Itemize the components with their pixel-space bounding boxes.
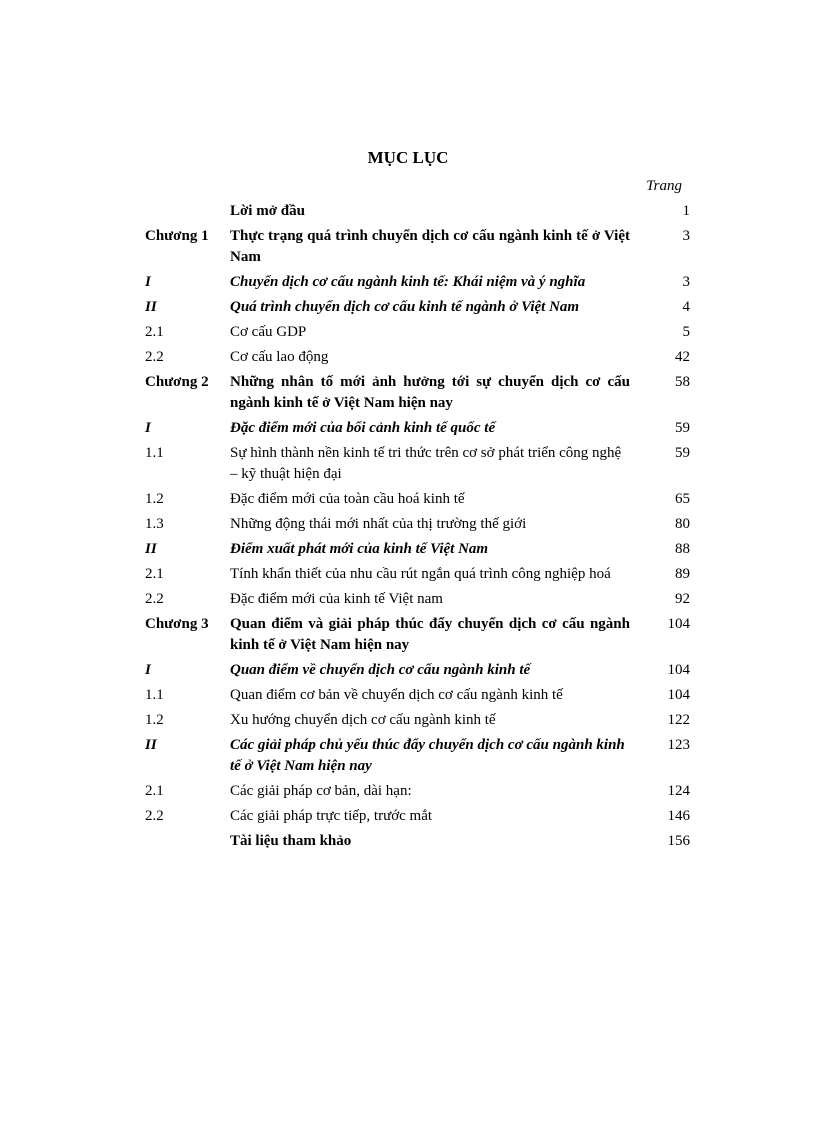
toc-title: Chuyển dịch cơ cấu ngành kinh tế: Khái niệm và ý nghĩa [230, 274, 586, 290]
toc-number: Chương 3 [145, 616, 209, 632]
toc-number: 2.2 [145, 349, 164, 365]
toc-page: 80 [675, 516, 690, 532]
toc-entry [145, 614, 690, 656]
toc-title: Sự hình thành nền kinh tế tri thức trên cơ sở phát triển công nghệ – kỹ thuật hiện đại [230, 445, 622, 482]
toc-entry [145, 685, 690, 706]
toc-title: Đặc điểm mới của toàn cầu hoá kinh tế [230, 491, 465, 507]
toc-number: 1.2 [145, 712, 164, 728]
toc-entry [145, 297, 690, 318]
toc-page: 42 [675, 349, 690, 365]
toc-number: I [145, 420, 151, 436]
toc-entry [145, 201, 690, 222]
toc-number: 2.1 [145, 324, 164, 340]
toc-page: 124 [667, 783, 690, 799]
toc-entry [145, 710, 690, 731]
toc-entry [145, 514, 690, 535]
toc-entry [145, 660, 690, 681]
toc-title: Những động thái mới nhất của thị trường thế giới [230, 516, 527, 532]
toc-page: 1 [682, 203, 690, 219]
toc-title: Lời mở đầu [230, 203, 305, 219]
toc-entry [145, 564, 690, 585]
toc-page: 104 [667, 616, 690, 632]
toc-title: Quan điểm và giải pháp thúc đẩy chuyển dịch cơ cấu ngành kinh tế ở Việt Nam hiện nay [230, 616, 630, 653]
page-column-label: Trang [646, 178, 682, 194]
toc-title: Quan điểm về chuyển dịch cơ cấu ngành kinh tế [230, 662, 531, 678]
toc-title: Điểm xuất phát mới của kinh tế Việt Nam [230, 541, 489, 557]
toc-page: 59 [675, 420, 690, 436]
page-title: MỤC LỤC [367, 148, 449, 167]
toc-entry [145, 589, 690, 610]
toc-title: Quan điểm cơ bản về chuyển dịch cơ cấu ngành kinh tế [230, 687, 563, 703]
toc-page: 3 [682, 274, 690, 290]
toc-number: Chương 1 [145, 228, 209, 244]
toc-entry [145, 539, 690, 560]
toc-number: Chương 2 [145, 374, 209, 390]
toc-title: Tính khẩn thiết của nhu cầu rút ngắn quá trình công nghiệp hoá [230, 566, 611, 582]
toc-page: 59 [675, 445, 690, 461]
toc-entry [145, 347, 690, 368]
toc-title: Đặc điểm mới của bối cảnh kinh tế quốc tế [230, 420, 496, 436]
toc-page: 5 [682, 324, 690, 340]
toc-number: 1.1 [145, 687, 164, 703]
toc-number: I [145, 662, 151, 678]
toc-page: 146 [667, 808, 690, 824]
toc-page: 156 [667, 833, 690, 849]
toc-number: 1.3 [145, 516, 164, 532]
toc-number: II [145, 737, 157, 753]
toc-title: Cơ cấu lao động [230, 349, 329, 365]
toc-entry [145, 443, 690, 485]
toc-number: 2.2 [145, 591, 164, 607]
toc-page: 92 [675, 591, 690, 607]
toc-entry [145, 489, 690, 510]
toc-title: Quá trình chuyển dịch cơ cấu kinh tế ngành ở Việt Nam [230, 299, 580, 315]
toc-title: Xu hướng chuyển dịch cơ cấu ngành kinh tế [230, 712, 496, 728]
toc-number: II [145, 541, 157, 557]
toc-entry [145, 831, 690, 852]
toc-entry [145, 418, 690, 439]
toc-title: Các giải pháp chủ yếu thúc đẩy chuyển dịch cơ cấu ngành kinh tế ở Việt Nam hiện nay [230, 737, 625, 774]
toc-title: Tài liệu tham khảo [230, 833, 352, 849]
toc-entry [145, 781, 690, 802]
toc-number: I [145, 274, 151, 290]
toc-entry [145, 735, 690, 777]
toc-page: 58 [675, 374, 690, 390]
toc-number: 2.1 [145, 783, 164, 799]
toc-page: 104 [667, 687, 690, 703]
toc-title: Các giải pháp trực tiếp, trước mắt [230, 808, 433, 824]
toc-entry [145, 272, 690, 293]
toc-entry [145, 226, 690, 268]
toc-page: 89 [675, 566, 690, 582]
toc-title: Các giải pháp cơ bản, dài hạn: [230, 783, 412, 799]
toc-number: 2.2 [145, 808, 164, 824]
toc-page: 104 [667, 662, 690, 678]
toc-entry [145, 322, 690, 343]
toc-title: Thực trạng quá trình chuyển dịch cơ cấu ngành kinh tế ở Việt Nam [230, 228, 630, 265]
toc-page: 65 [675, 491, 690, 507]
toc-number: II [145, 299, 157, 315]
toc-title: Cơ cấu GDP [230, 324, 307, 340]
toc-page: 4 [682, 299, 690, 315]
toc-entry [145, 372, 690, 414]
toc-title: Đặc điểm mới của kinh tế Việt nam [230, 591, 443, 607]
toc-page: 3 [682, 228, 690, 244]
table-of-contents [145, 201, 690, 856]
toc-entry [145, 806, 690, 827]
toc-number: 1.1 [145, 445, 164, 461]
toc-page: 88 [675, 541, 690, 557]
toc-number: 2.1 [145, 566, 164, 582]
toc-page: 122 [667, 712, 690, 728]
toc-title: Những nhân tố mới ảnh hưởng tới sự chuyển dịch cơ cấu ngành kinh tế ở Việt Nam hiện nay [230, 374, 630, 411]
toc-number: 1.2 [145, 491, 164, 507]
toc-page: 123 [667, 737, 690, 753]
